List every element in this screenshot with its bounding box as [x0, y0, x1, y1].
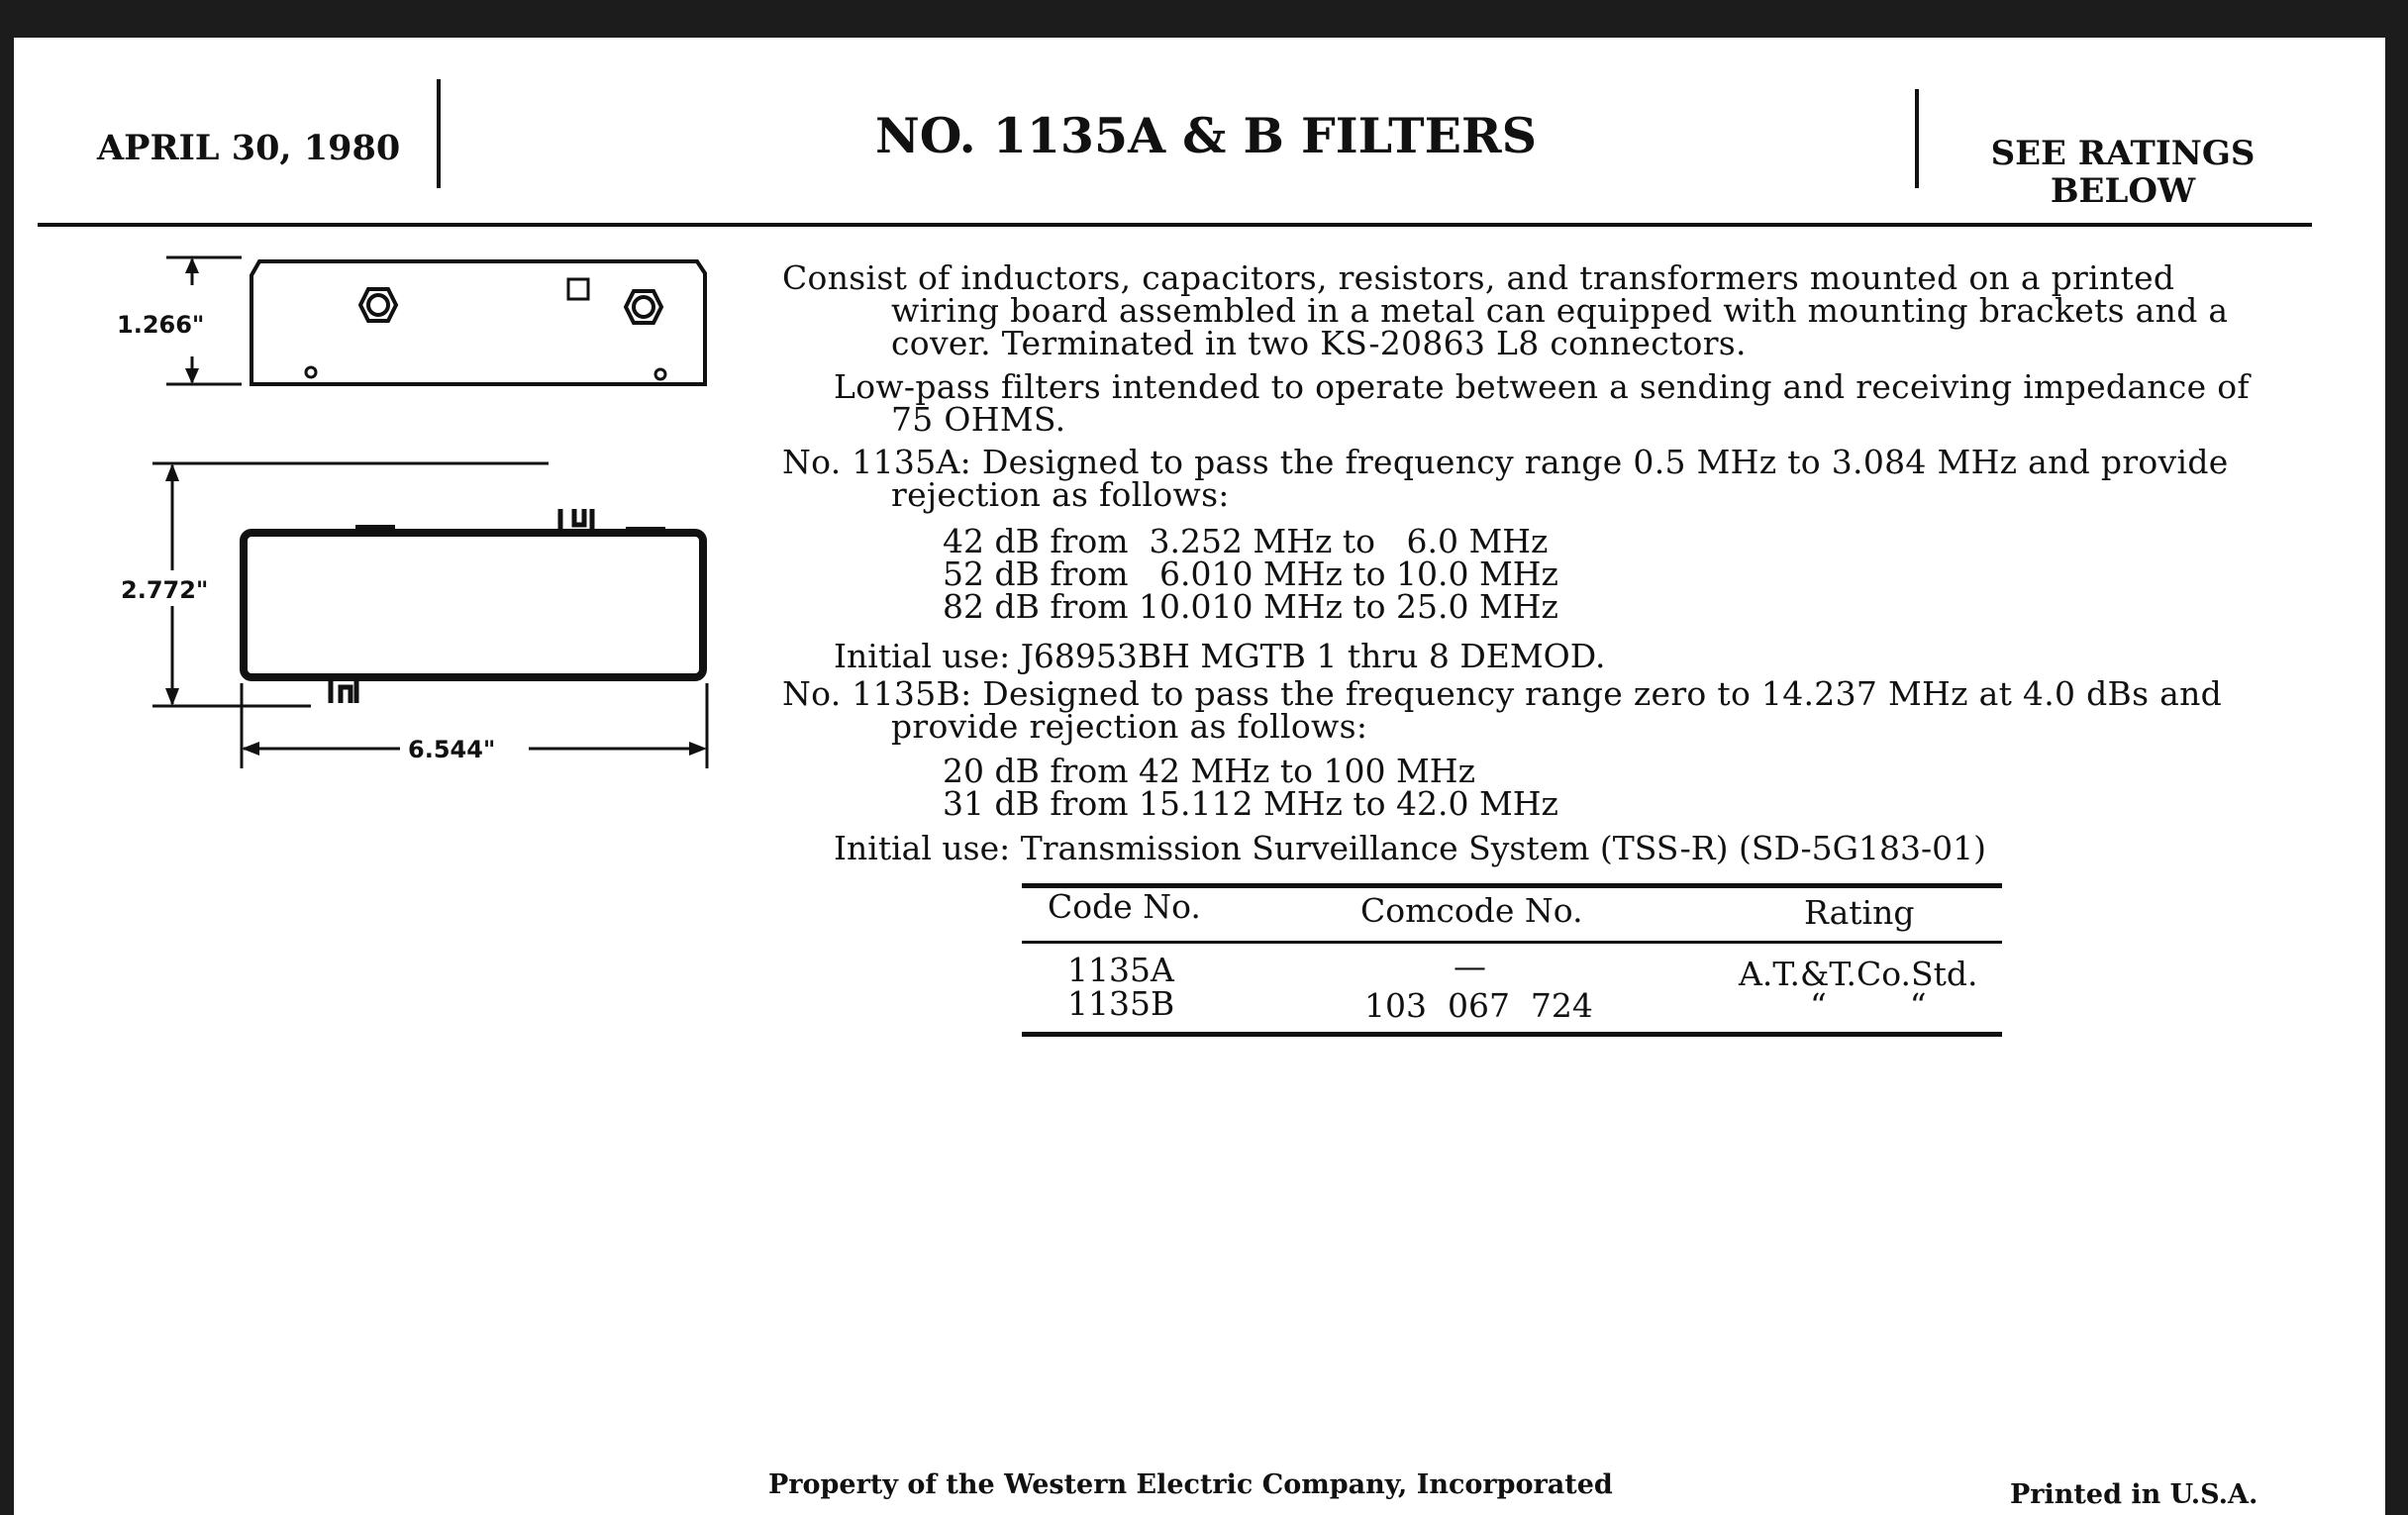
table-cell-code: 1135A: [1067, 951, 1174, 989]
header-rule: [38, 223, 2312, 227]
issue-date: APRIL 30, 1980: [97, 128, 401, 168]
table-cell-comcode: —: [1454, 947, 1486, 985]
header-divider-right: [1915, 89, 1919, 188]
filter-1135a-line-2: rejection as follows:: [891, 475, 1230, 514]
lowpass-line-2: 75 OHMS.: [891, 400, 1066, 439]
header-divider-left: [437, 79, 441, 188]
filter-1135b-paragraph: [782, 674, 2223, 746]
rejection-item: 82 dB from 10.010 MHz to 25.0 MHz: [943, 587, 1558, 626]
ratings-note: [1955, 135, 2291, 210]
column-header-rating: Rating: [1804, 893, 1915, 932]
filter-1135a-line-1: No. 1135A: Designed to pass the frequency range 0.5 MHz to 3.084 MHz and provide: [782, 443, 2229, 481]
filter-1135a-initial-use: Initial use: J68953BH MGTB 1 thru 8 DEMOD.: [834, 637, 1606, 675]
property-notice: Property of the Western Electric Company, Incorporated: [768, 1469, 1613, 1500]
spec-card: [14, 38, 2385, 1515]
construction-line-2: wiring board assembled in a metal can equipped with mounting brackets and a: [891, 291, 2229, 330]
connector-left: [360, 289, 396, 321]
table-cell-comcode: 103 067 724: [1364, 986, 1593, 1025]
filter-1135b-initial-use: Initial use: Transmission Surveillance System (TSS-R) (SD-5G183-01): [834, 829, 1987, 867]
filter-1135b-line-1: No. 1135B: Designed to pass the frequency range zero to 14.237 MHz at 4.0 dBs and: [782, 674, 2223, 713]
ratings-note-line1: SEE RATINGS: [1990, 134, 2256, 173]
construction-line-3: cover. Terminated in two KS-20863 L8 connectors.: [891, 324, 1747, 362]
table-header-rule: [1022, 941, 2002, 944]
rejection-item: 31 dB from 15.112 MHz to 42.0 MHz: [943, 784, 1558, 823]
top-view-drawing: [113, 454, 747, 770]
height-dimension-label: 1.266": [117, 311, 205, 339]
column-header-code: Code No.: [1048, 887, 1201, 926]
construction-line-1: Consist of inductors, capacitors, resistors, and transformers mounted on a printed: [782, 258, 2175, 297]
connector-right: [626, 291, 661, 323]
table-cell-code: 1135B: [1067, 984, 1175, 1023]
filter-1135a-rejection-list: [943, 522, 1558, 626]
filter-1135b-rejection-list: [943, 752, 1558, 823]
table-cell-rating: “ “: [1810, 986, 1927, 1025]
filter-1135a-paragraph: [782, 443, 2229, 514]
printed-notice: Printed in U.S.A.: [2010, 1479, 2258, 1510]
rejection-item: 20 dB from 42 MHz to 100 MHz: [943, 752, 1475, 790]
side-view-drawing: [113, 246, 747, 394]
width-dimension-label: 6.544": [408, 736, 496, 763]
rejection-item: 42 dB from 3.252 MHz to 6.0 MHz: [943, 522, 1549, 560]
table-cell-rating: A.T.&T.Co.Std.: [1739, 955, 1978, 993]
filter-1135b-line-2: provide rejection as follows:: [891, 707, 1368, 746]
column-header-comcode: Comcode No.: [1360, 891, 1583, 930]
ratings-note-line2: BELOW: [2050, 171, 2196, 211]
construction-paragraph: [782, 258, 2229, 362]
lowpass-line-1: Low-pass filters intended to operate between a sending and receiving impedance of: [834, 367, 2250, 406]
rejection-item: 52 dB from 6.010 MHz to 10.0 MHz: [943, 555, 1558, 593]
table-bottom-rule: [1022, 1032, 2002, 1037]
depth-dimension-label: 2.772": [121, 576, 209, 604]
lowpass-paragraph: [834, 367, 2250, 439]
page-title: NO. 1135A & B FILTERS: [875, 107, 1538, 164]
